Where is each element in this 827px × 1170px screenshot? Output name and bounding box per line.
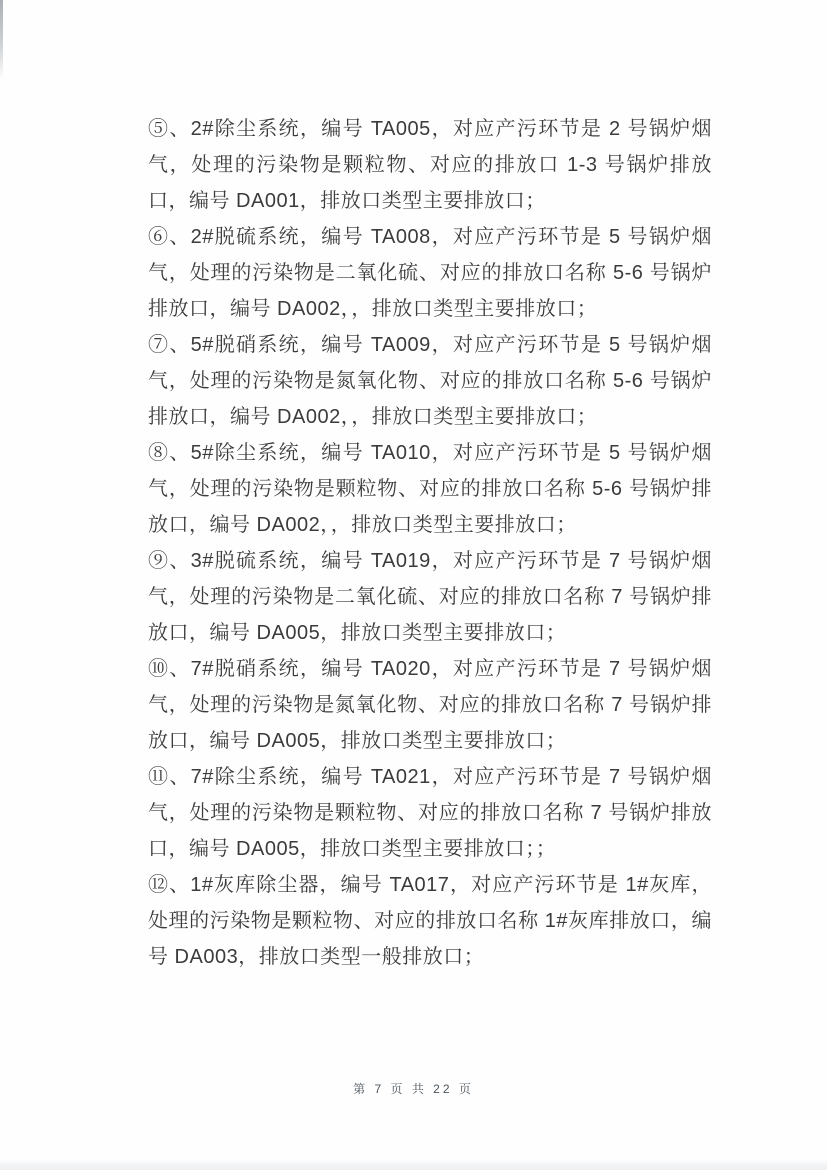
list-item-11: ⑪、7#除尘系统，编号 TA021，对应产污环节是 7 号锅炉烟气，处理的污染物是颗粒物、对应的排放口名称 7 号锅炉排放口，编号 DA005，排放口类型主要排放口；； bbox=[148, 766, 712, 860]
list-item-8: ⑧、5#除尘系统，编号 TA010，对应产污环节是 5 号锅炉烟气，处理的污染物是颗粒物、对应的排放口名称 5-6 号锅炉排放口，编号 DA002，，排放口类型主要排放口； bbox=[148, 442, 712, 536]
list-item-10: ⑩、7#脱硝系统，编号 TA020，对应产污环节是 7 号锅炉烟气，处理的污染物是氮氧化物、对应的排放口名称 7 号锅炉排放口，编号 DA005，排放口类型主要排放口； bbox=[148, 658, 712, 752]
list-item-9: ⑨、3#脱硫系统，编号 TA019，对应产污环节是 7 号锅炉烟气，处理的污染物是二氧化硫、对应的排放口名称 7 号锅炉排放口，编号 DA005，排放口类型主要排放口； bbox=[148, 550, 712, 644]
list-item-7: ⑦、5#脱硝系统，编号 TA009，对应产污环节是 5 号锅炉烟气，处理的污染物是氮氧化物、对应的排放口名称 5-6 号锅炉排放口，编号 DA002，，排放口类型主要排放口； bbox=[148, 334, 712, 428]
scan-edge-bottom bbox=[0, 1159, 827, 1170]
body-text bbox=[148, 111, 712, 975]
list-item-12: ⑫、1#灰库除尘器，编号 TA017，对应产污环节是 1#灰库，处理的污染物是颗粒物、对应的排放口名称 1#灰库排放口，编号 DA003，排放口类型一般排放口； bbox=[148, 874, 712, 968]
page-footer bbox=[0, 1080, 827, 1097]
list-item-6: ⑥、2#脱硫系统，编号 TA008，对应产污环节是 5 号锅炉烟气，处理的污染物是二氧化硫、对应的排放口名称 5-6 号锅炉排放口，编号 DA002，，排放口类型主要排放口； bbox=[148, 226, 712, 320]
page-number-label: 第 7 页 共 22 页 bbox=[353, 1082, 474, 1096]
list-item-5: ⑤、2#除尘系统，编号 TA005，对应产污环节是 2 号锅炉烟气，处理的污染物是颗粒物、对应的排放口 1-3 号锅炉排放口，编号 DA001，排放口类型主要排放口； bbox=[148, 118, 712, 212]
scan-edge-left bbox=[0, 0, 3, 80]
